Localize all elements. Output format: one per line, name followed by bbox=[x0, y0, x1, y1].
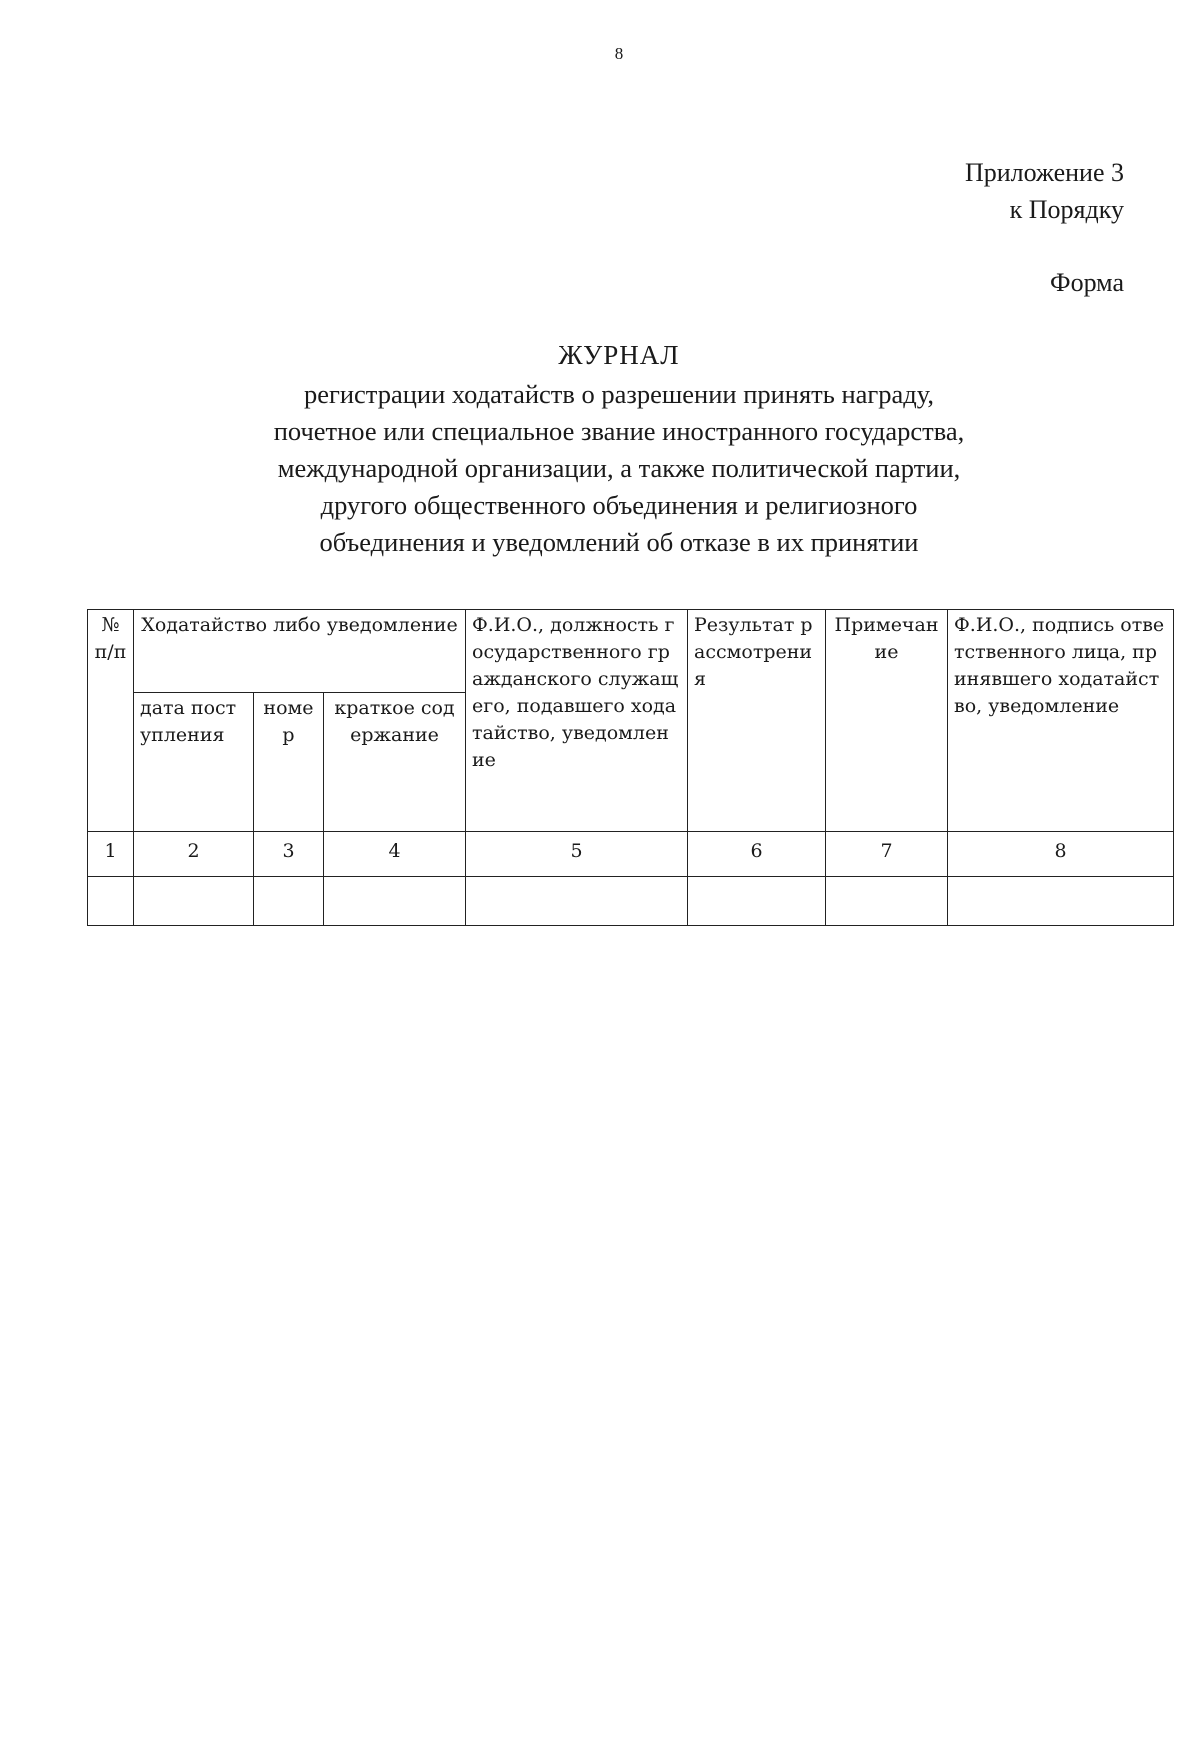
subtitle-line: другого общественного объединения и религиозного bbox=[320, 490, 918, 520]
header-servant-name: Ф.И.О., должность государственного гражданского служащего, подавшего ходатайство, уведомление bbox=[466, 610, 688, 832]
header-responsible-person: Ф.И.О., подпись ответственного лица, принявшего ходатайство, уведомление bbox=[948, 610, 1174, 832]
subtitle-line: объединения и уведомлений об отказе в их принятии bbox=[319, 527, 919, 557]
appendix-line-2: к Порядку bbox=[1009, 195, 1124, 224]
header-row bbox=[88, 610, 1174, 693]
appendix-reference bbox=[965, 154, 1124, 228]
journal-table bbox=[87, 609, 1174, 926]
table-cell[interactable] bbox=[134, 877, 254, 926]
table-cell[interactable] bbox=[88, 877, 134, 926]
table-cell[interactable] bbox=[254, 877, 324, 926]
column-number-row bbox=[88, 832, 1174, 877]
page-number: 8 bbox=[614, 44, 624, 63]
table-cell[interactable] bbox=[466, 877, 688, 926]
document-subtitle bbox=[0, 376, 1200, 561]
column-number: 4 bbox=[324, 832, 466, 877]
header-receipt-date: дата поступления bbox=[134, 693, 254, 832]
table-cell[interactable] bbox=[826, 877, 948, 926]
header-note: Примечание bbox=[826, 610, 948, 832]
table-cell[interactable] bbox=[688, 877, 826, 926]
table-cell[interactable] bbox=[948, 877, 1174, 926]
column-number: 5 bbox=[466, 832, 688, 877]
subtitle-line: регистрации ходатайств о разрешении принять награду, bbox=[303, 379, 935, 409]
subtitle-line: почетное или специальное звание иностранного государства, bbox=[273, 416, 965, 446]
column-number: 7 bbox=[826, 832, 948, 877]
appendix-line-1: Приложение 3 bbox=[964, 158, 1124, 187]
table-cell[interactable] bbox=[324, 877, 466, 926]
subtitle-line: международной организации, а также политической партии, bbox=[277, 453, 961, 483]
column-number: 2 bbox=[134, 832, 254, 877]
header-number: № п/п bbox=[88, 610, 134, 832]
table-row bbox=[88, 877, 1174, 926]
column-number: 8 bbox=[948, 832, 1174, 877]
document-title: ЖУРНАЛ bbox=[558, 340, 680, 370]
header-summary: краткое содержание bbox=[324, 693, 466, 832]
header-result: Результат рассмотрения bbox=[688, 610, 826, 832]
column-number: 3 bbox=[254, 832, 324, 877]
column-number: 1 bbox=[88, 832, 134, 877]
header-petition-group: Ходатайство либо уведомление bbox=[134, 610, 466, 693]
column-number: 6 bbox=[688, 832, 826, 877]
header-registration-number: номер bbox=[254, 693, 324, 832]
form-label: Форма bbox=[1050, 268, 1124, 297]
